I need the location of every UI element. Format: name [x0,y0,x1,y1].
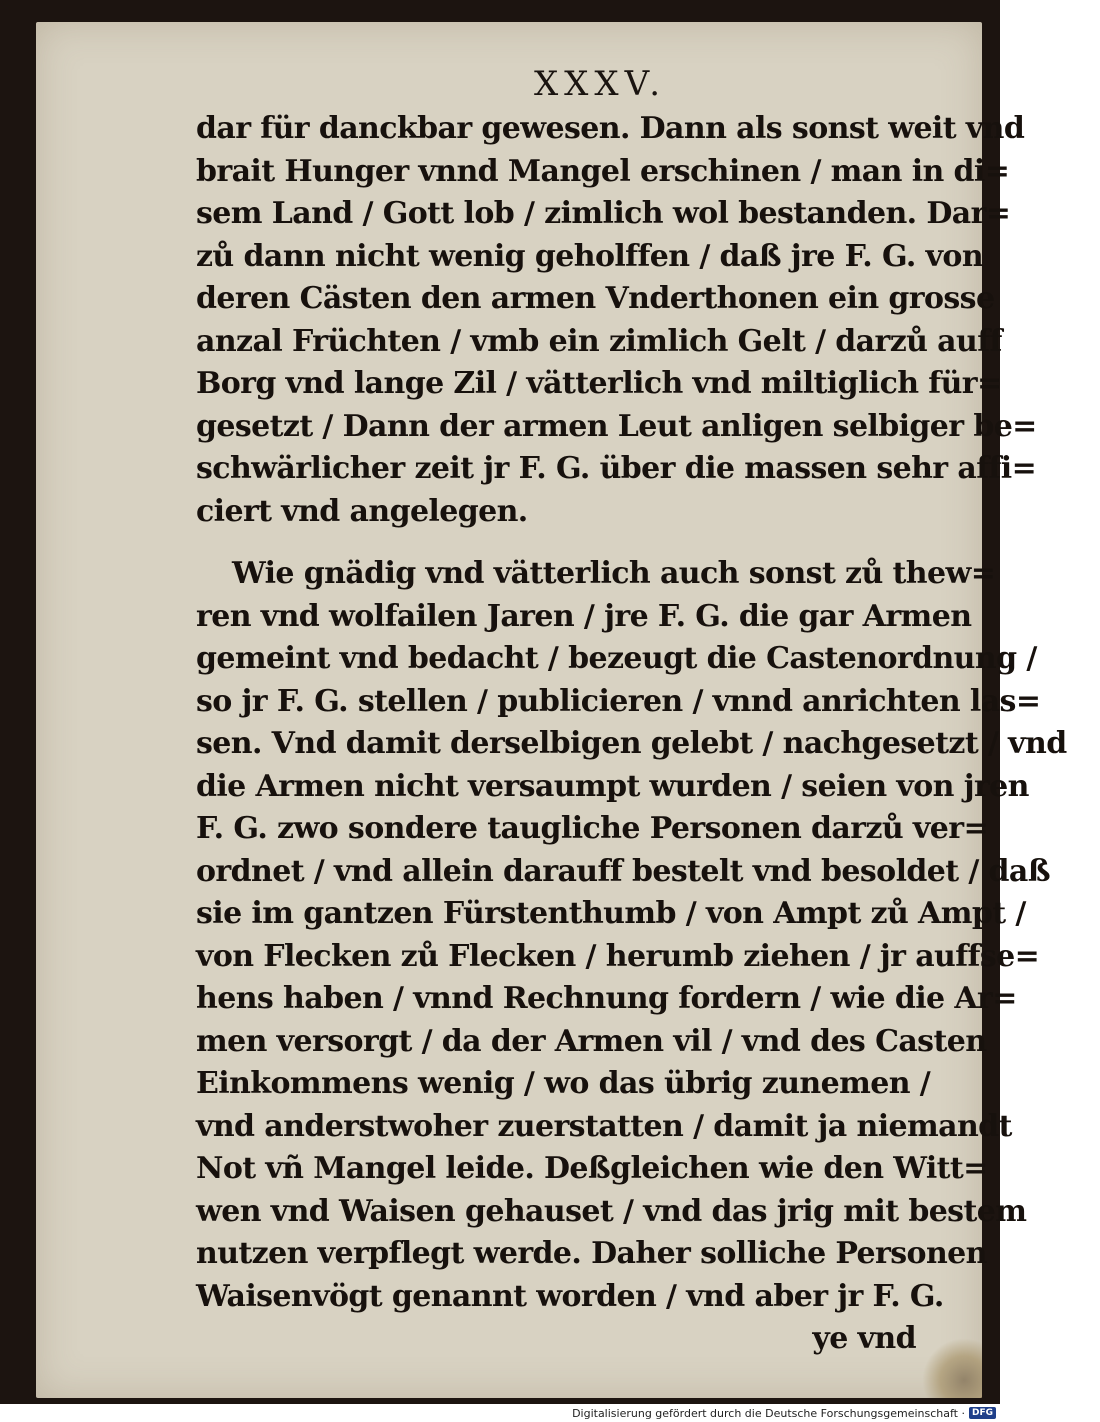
text-line: gesetzt / Dann der armen Leut anligen selbiger be= [196,408,1037,444]
text-line: Wie gnädig vnd vätterlich auch sonst zů thew= [232,556,996,591]
text-line: schwärlicher zeit jr F. G. über die massen sehr affi= [196,451,1037,486]
text-line: ren vnd wolfailen Jaren / jre F. G. die gar Armen [196,598,972,634]
text-line: dar für danckbar gewesen. Dann als sonst weit vnd [196,111,1025,146]
text-line: gemeint vnd bedacht / bezeugt die Castenordnung / [196,641,1037,676]
paragraph-1 [196,108,1037,533]
paragraph-2 [196,553,1067,1318]
text-line: anzal Früchten / vmb ein zimlich Gelt / darzů auff [196,323,1002,359]
text-line: men versorgt / da der Armen vil / vnd des Casten [196,1023,987,1059]
text-line: ciert vnd angelegen. [196,493,528,529]
text-line: vnd anderstwoher zuerstatten / damit ja niemandt [196,1108,1012,1144]
text-line: die Armen nicht versaumpt wurden / seien von jren [196,768,1029,804]
text-line: Einkommens wenig / wo das übrig zunemen / [196,1066,931,1101]
text-line: nutzen verpflegt werde. Daher solliche Personen [196,1236,987,1271]
text-line: von Flecken zů Flecken / herumb ziehen / jr auffse= [196,938,1040,974]
folio-number: XXXV. [533,64,667,104]
text-line: sie im gantzen Fürstenthumb / von Ampt zů Ampt / [196,896,1026,931]
footer-bar [0,1404,1000,1422]
text-line: deren Cästen den armen Vnderthonen ein grosse [196,281,995,316]
text-line: so jr F. G. stellen / publicieren / vnnd anrichten las= [196,683,1041,719]
corner-stain [922,1338,982,1398]
text-line: zů dann nicht wenig geholffen / daß jre F. G. von [196,238,984,274]
funding-credit: Digitalisierung gefördert durch die Deutsche Forschungsgemeinschaft · [572,1406,965,1420]
text-line: Waisenvögt genannt worden / vnd aber jr F. G. [196,1278,944,1314]
text-line: sen. Vnd damit derselbigen gelebt / nachgesetzt / vnd [196,726,1067,761]
text-line: ordnet / vnd allein darauff bestelt vnd besoldet / daß [196,853,1050,889]
text-line: sem Land / Gott lob / zimlich wol bestanden. Dar= [196,196,1011,231]
text-line: wen vnd Waisen gehauset / vnd das jrig mit bestem [196,1193,1027,1229]
text-line: Borg vnd lange Zil / vätterlich vnd miltiglich für= [196,366,1002,401]
text-line: hens haben / vnnd Rechnung fordern / wie die Ar= [196,981,1017,1016]
text-line: brait Hunger vnnd Mangel erschinen / man in di= [196,153,1010,189]
text-line: F. G. zwo sondere taugliche Personen darzů ver= [196,811,988,846]
catchword: ye vnd [812,1321,916,1356]
body-text [196,108,1067,1361]
text-line: Not vñ Mangel leide. Deßgleichen wie den Witt= [196,1151,988,1186]
paragraph-gap [196,533,926,553]
dfg-logo-icon: DFG [969,1407,996,1419]
